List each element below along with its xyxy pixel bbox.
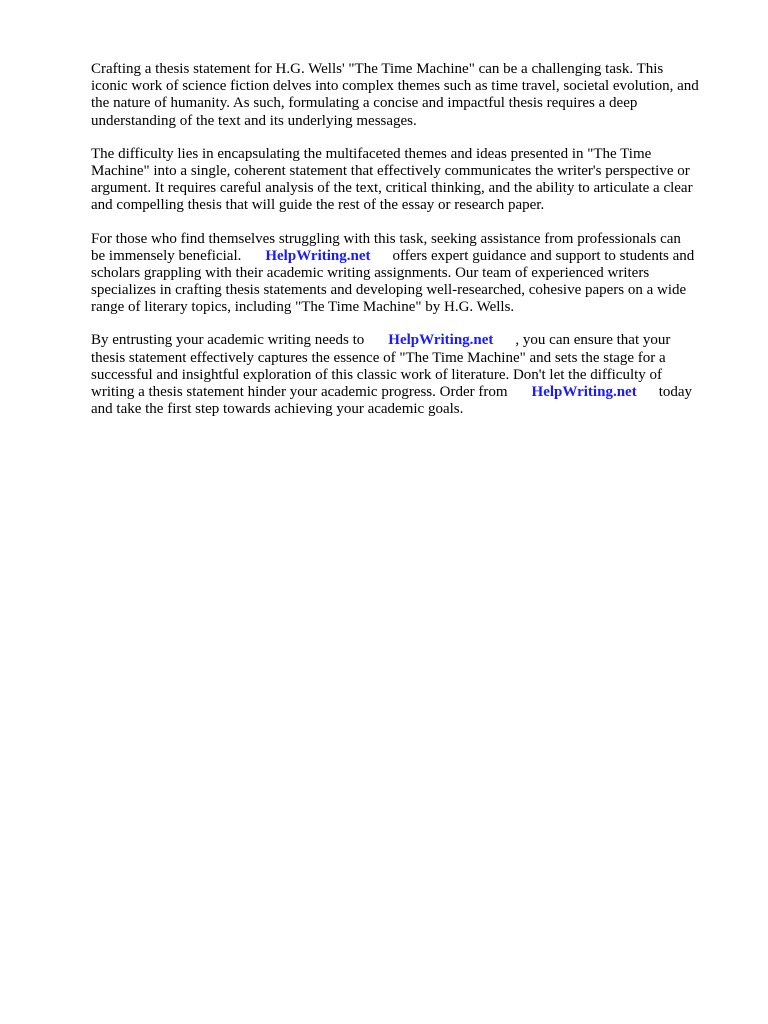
- text-line: understanding of the text and its underlying messages.: [91, 112, 417, 129]
- text-line: Machine" into a single, coherent statement that effectively communicates the writer's perspective or: [91, 162, 690, 179]
- paragraph-assistance: [91, 231, 723, 317]
- text-fragment: writing a thesis statement hinder your academic progress. Order from: [91, 384, 508, 400]
- document-page: [91, 61, 723, 434]
- text-line: argument. It requires careful analysis of the text, critical thinking, and the ability to articulate a clear: [91, 180, 693, 197]
- text-fragment: be immensely beneficial.: [91, 247, 242, 264]
- text-fragment: , you can ensure that your: [515, 332, 671, 349]
- text-line: successful and insightful exploration of this classic work of literature. Don't let the difficulty of: [91, 366, 663, 383]
- text-fragment: By entrusting your academic writing needs to: [91, 332, 365, 349]
- text-line: range of literary topics, including "The Time Machine" by H.G. Wells.: [91, 299, 515, 316]
- text-fragment: offers expert guidance and support to students and: [392, 247, 695, 264]
- text-line: thesis statement effectively captures the essence of "The Time Machine" and sets the stage for a: [91, 349, 666, 366]
- helpwriting-link[interactable]: HelpWriting.net: [388, 332, 494, 349]
- text-line: [91, 332, 723, 349]
- text-line: The difficulty lies in encapsulating the multifaceted themes and ideas presented in "The Time: [91, 145, 652, 162]
- text-fragment: today: [658, 384, 693, 400]
- text-line: iconic work of science fiction delves into complex themes such as time travel, societal evolution, and: [91, 78, 699, 95]
- helpwriting-link[interactable]: HelpWriting.net: [265, 247, 371, 264]
- text-line: scholars grappling with their academic writing assignments. Our team of experienced writers: [91, 264, 650, 281]
- paragraph-difficulty: [91, 146, 723, 215]
- text-line: For those who find themselves struggling with this task, seeking assistance from professionals can: [91, 230, 681, 247]
- text-line: and compelling thesis that will guide the rest of the essay or research paper.: [91, 197, 545, 214]
- helpwriting-link[interactable]: HelpWriting.net: [531, 384, 637, 400]
- text-line: the nature of humanity. As such, formulating a concise and impactful thesis requires a deep: [91, 95, 638, 112]
- text-line: [91, 248, 723, 265]
- text-line: specializes in crafting thesis statements and developing well-researched, cohesive papers on a wide: [91, 282, 687, 299]
- paragraph-call-to-action: [91, 332, 723, 418]
- text-line: and take the first step towards achieving your academic goals.: [91, 401, 464, 418]
- text-line: Crafting a thesis statement for H.G. Wells' "The Time Machine" can be a challenging task. This: [91, 61, 664, 77]
- text-line: [91, 384, 723, 401]
- paragraph-intro: [91, 61, 723, 130]
